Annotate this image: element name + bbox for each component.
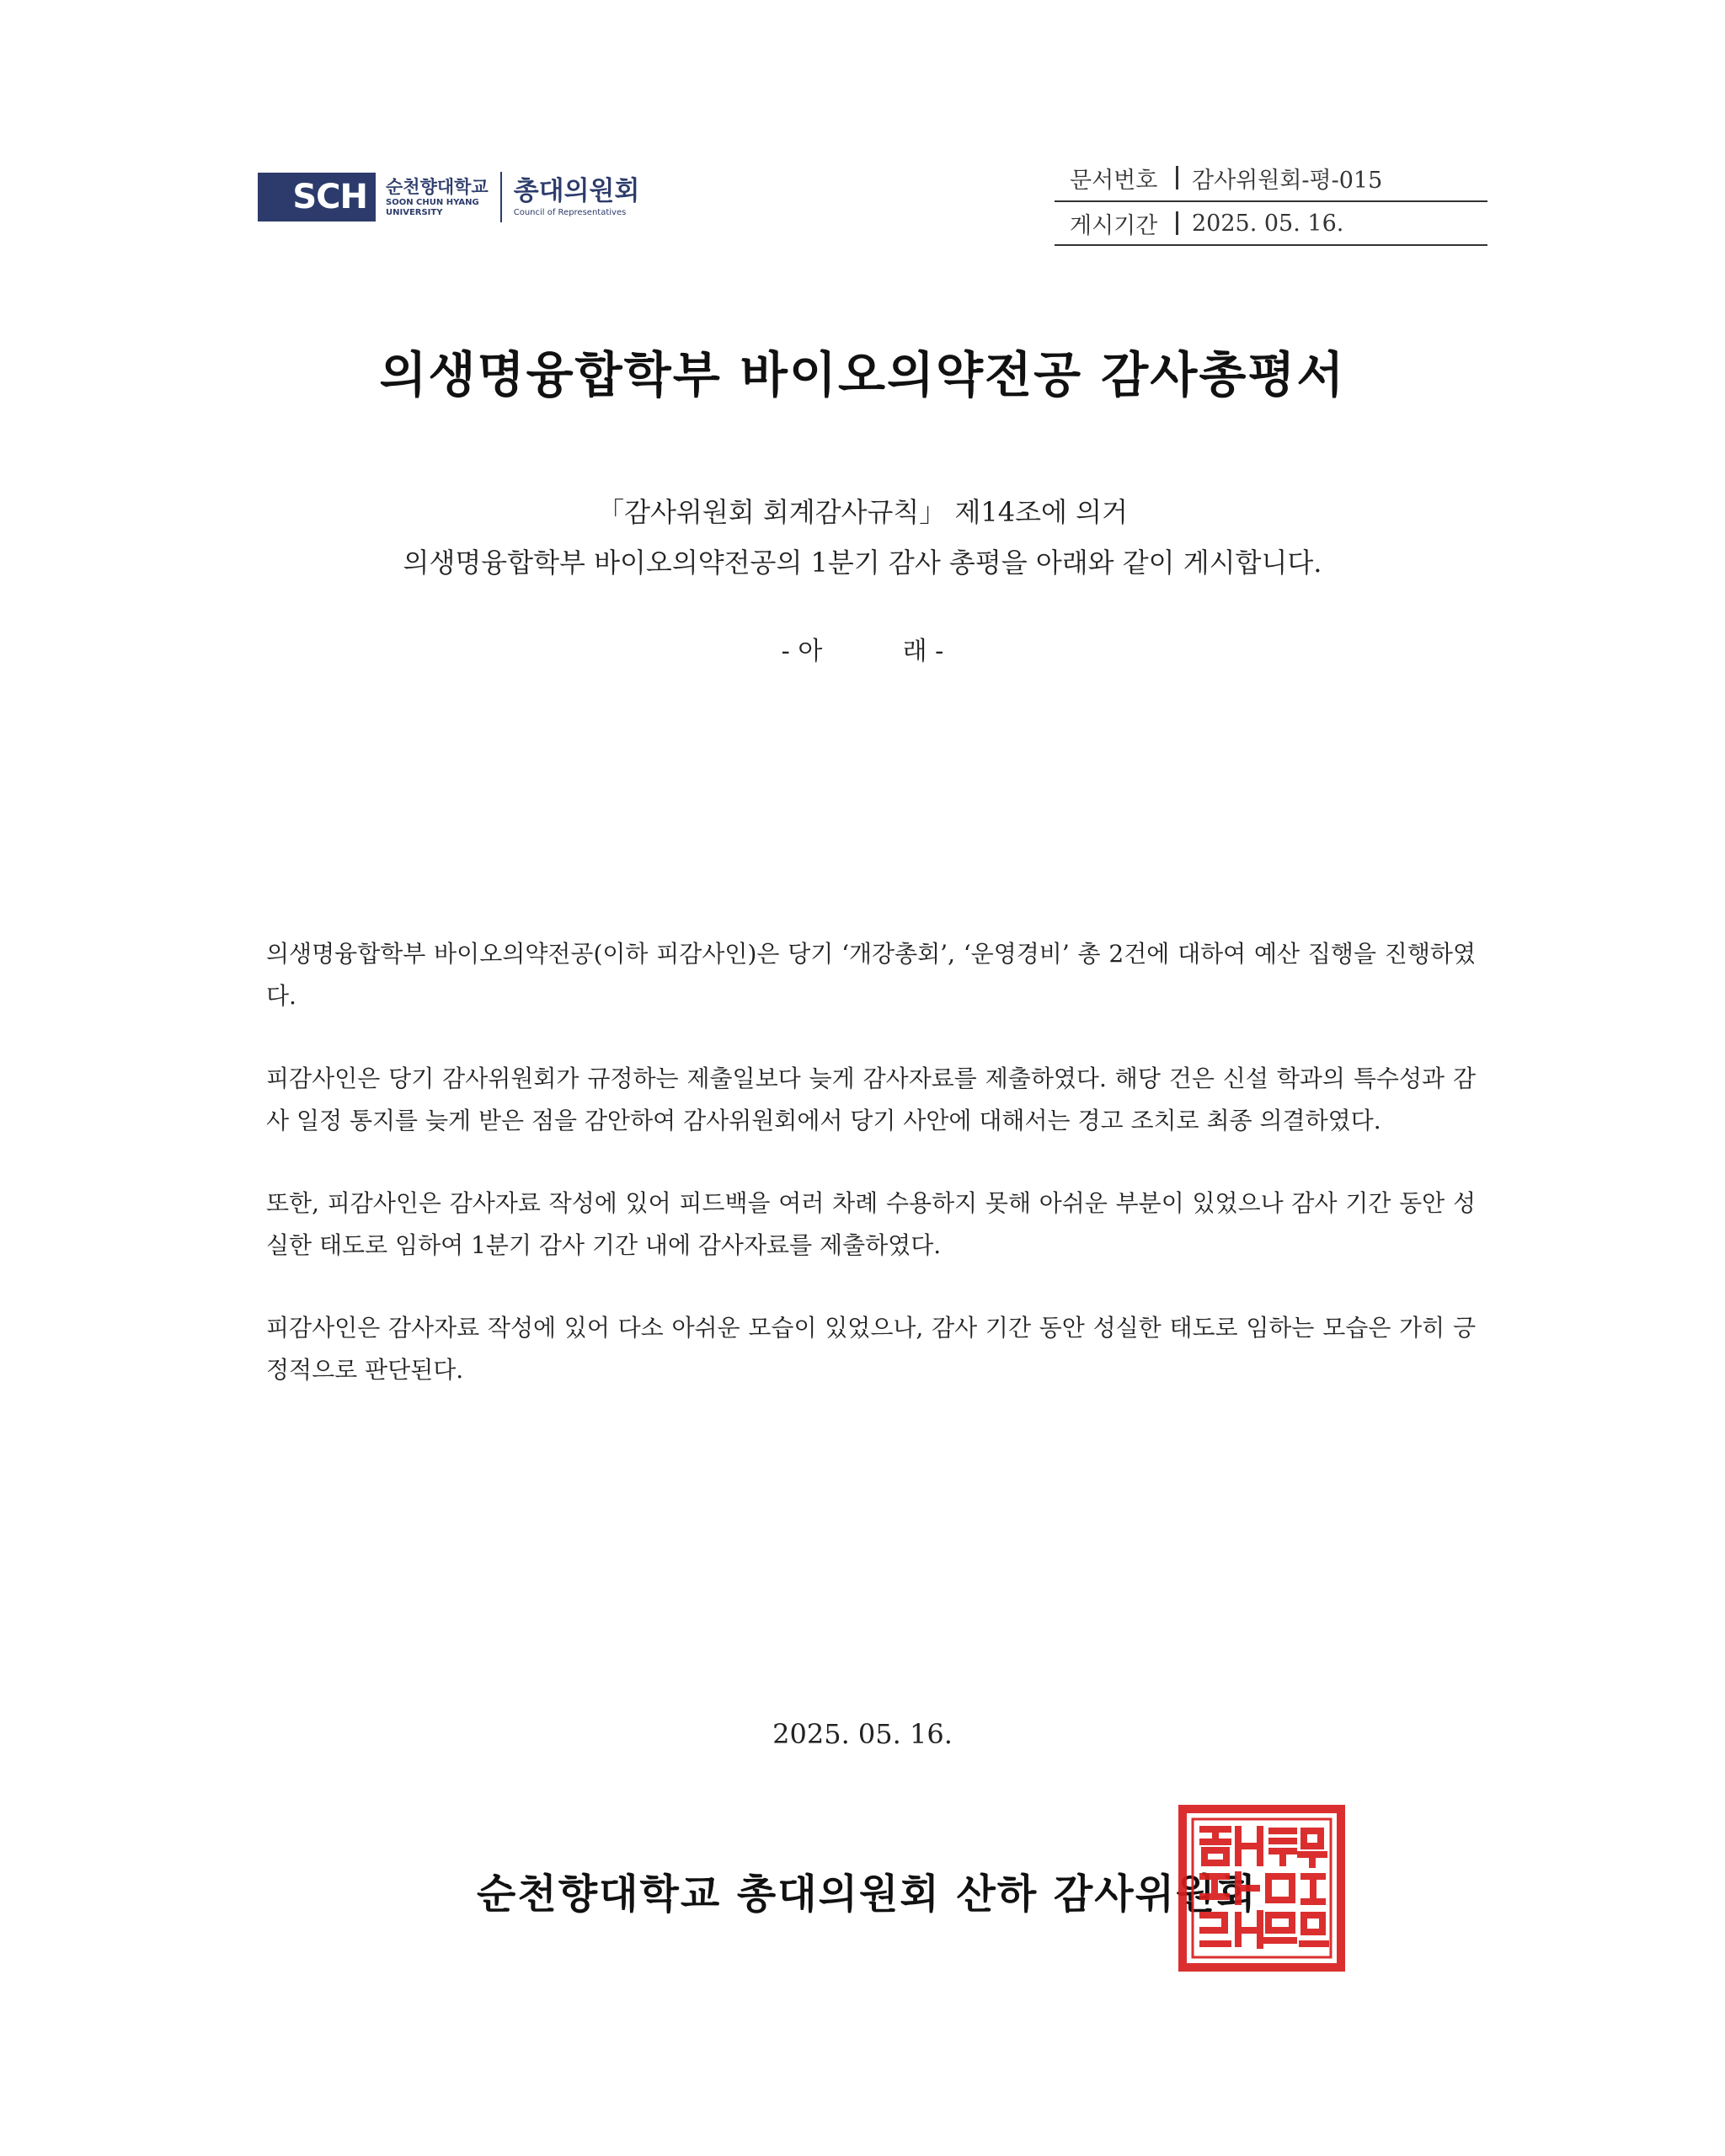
document-info-table [1055,155,1487,246]
doc-number-label: 문서번호 [1070,167,1158,194]
review-body [266,933,1476,1432]
document-title: 의생명융합학부 바이오의약전공 감사총평서 [379,346,1346,403]
doc-number-row [1055,155,1487,200]
intro-line-2: 의생명융합학부 바이오의약전공의 1분기 감사 총평을 아래와 같이 게시합니다. [403,547,1322,579]
body-paragraph-2: 피감사인은 당기 감사위원회가 규정하는 제출일보다 늦게 감사자료를 제출하였다. 해당 건은 신설 학과의 특수성과 감사 일정 통지를 늦게 받은 점을 감안하여 감사위원회에서 당기 사안에 대해서는 경고 조치로 최종 의결하였다. [266,1065,1476,1134]
posting-period-row [1055,200,1487,246]
council-name-ko: 총대의원회 [513,176,640,206]
row-divider [1176,211,1178,235]
row-divider [1176,166,1178,189]
body-paragraph-3: 또한, 피감사인은 감사자료 작성에 있어 피드백을 여러 차례 수용하지 못해 아쉬운 부분이 있었으나 감사 기간 동안 성실한 태도로 임하여 1분기 감사 기간 내에 감사자료를 제출하였다. [266,1189,1476,1259]
university-name-en-1: SOON CHUN HYANG [386,198,479,207]
doc-number-value: 감사위원회-평-015 [1192,167,1383,194]
intro-text [0,487,1725,588]
council-name [514,175,640,219]
issue-date: 2025. 05. 16. [772,1718,953,1750]
signature-line: 순천향대학교 총대의원회 산하 감사위원회 [477,1870,1258,1918]
logo-divider [500,172,502,222]
university-name-en-2: UNIVERSITY [386,208,443,217]
official-seal-icon [1178,1804,1346,1972]
body-paragraph-4: 피감사인은 감사자료 작성에 있어 다소 아쉬운 모습이 있었으나, 감사 기간 동안 성실한 태도로 임하는 모습은 가히 긍정적으로 판단된다. [266,1314,1476,1384]
council-name-en: Council of Representatives [513,208,627,217]
body-paragraph-1: 의생명융합학부 바이오의약전공(이하 피감사인)은 당기 ‘개강총회’, ‘운영경비’ 총 2건에 대하여 예산 집행을 진행하였다. [266,940,1476,1010]
sch-logo-mark [258,173,376,221]
logo-mark-text: SCH [292,178,367,216]
intro-line-1: 「감사위원회 회계감사규칙」 제14조에 의거 [597,496,1128,528]
university-name [386,176,489,218]
posting-period-value: 2025. 05. 16. [1192,210,1344,237]
notice-heading: - 아 래 - [781,637,944,666]
university-name-ko: 순천향대학교 [386,177,489,197]
council-logo [258,172,639,222]
posting-period-label: 게시기간 [1070,212,1158,239]
